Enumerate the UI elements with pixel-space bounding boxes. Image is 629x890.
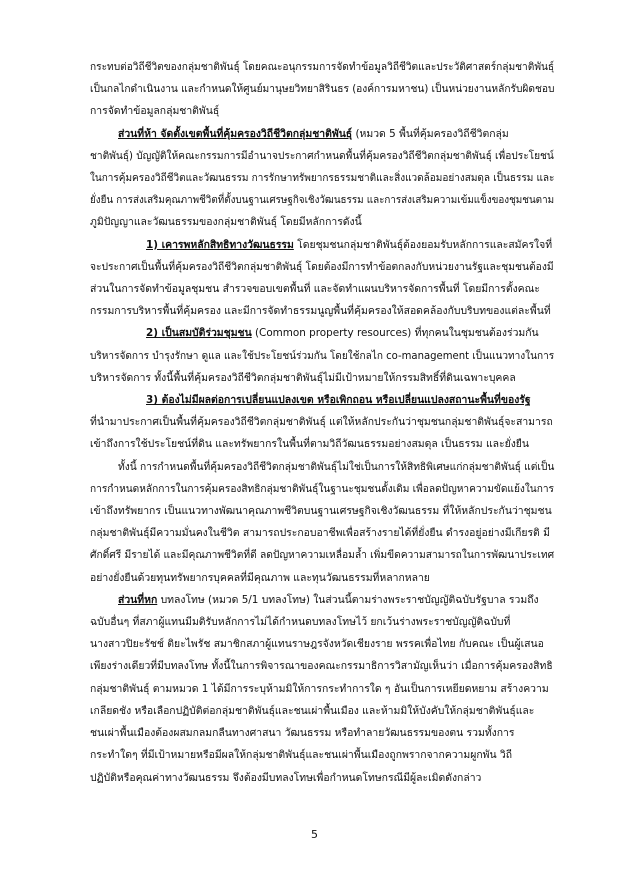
body-text <box>90 56 554 789</box>
paragraph-p5 <box>90 389 554 456</box>
text-line <box>90 655 554 677</box>
line-text: ในการคุ้มครองวิถีชีวิตและวัฒนธรรม การรักษาทรัพยากรธรรมชาติและสิ่งแวดล้อมอย่างสมดุล เป็นธรรม และ <box>90 172 555 185</box>
paragraph-p6 <box>90 456 554 589</box>
text-line <box>90 522 554 544</box>
text-line <box>90 145 554 167</box>
text-line <box>90 589 554 611</box>
line-text: กระทบต่อวิถีชีวิตของกลุ่มชาติพันธุ์ โดยคณะอนุกรรมการจัดทำข้อมูลวิถีชีวิตและประวัติศาสตร์กลุ่มชาติพันธุ์ <box>90 61 555 73</box>
line-text: ชนเผ่าพื้นเมืองต้องผสมกลมกลืนทางศาสนา วัฒนธรรม หรือทำลายวัฒนธรรมของตน รวมทั้งการ <box>90 727 515 740</box>
text-line <box>90 433 554 455</box>
text-line <box>90 189 554 211</box>
line-text: เข้าถึงการใช้ประโยชน์ที่ดิน และทรัพยากรในพื้นที่ตามวิถีวัฒนธรรมอย่างสมดุล เป็นธรรม และยั่งยืน <box>90 438 529 451</box>
text-line <box>90 456 554 478</box>
line-text: เป็นกลไกดำเนินงาน และกำหนดให้ศูนย์มานุษยวิทยาสิรินธร (องค์การมหาชน) เป็นหน่วยงานหลักรับผิดชอบ <box>90 83 555 96</box>
text-line <box>90 345 554 367</box>
line-text: กลุ่มชาติพันธุ์ ตามหมวด 1 ได้มีการระบุห้ามมิให้การกระทำการใด ๆ อันเป็นการเหยียดหยาม สร้างความ <box>90 682 549 695</box>
text-line <box>90 722 554 744</box>
paragraph-p2 <box>90 123 554 234</box>
line-text: ปฏิบัติหรือคุณค่าทางวัฒนธรรม จึงต้องมีบทลงโทษเพื่อกำหนดโทษกรณีมีผู้ละเมิดดังกล่าว <box>90 771 482 784</box>
paragraph-p4 <box>90 322 554 389</box>
line-text: จะประกาศเป็นพื้นที่คุ้มครองวิถีชีวิตกลุ่มชาติพันธุ์ โดยต้องมีการทำข้อตกลงกับหน่วยงานรัฐและชุมชนต้องมี <box>90 260 554 273</box>
text-line <box>90 322 554 344</box>
text-line <box>90 744 554 766</box>
text-line <box>90 478 554 500</box>
text-line <box>90 544 554 566</box>
paragraph-p1 <box>90 56 554 123</box>
line-text: (หมวด 5 พื้นที่คุ้มครองวิถีชีวิตกลุ่ม <box>352 127 509 140</box>
text-line <box>90 300 554 322</box>
text-line <box>90 567 554 589</box>
line-text: ทั้งนี้ การกำหนดพื้นที่คุ้มครองวิถีชีวิตกลุ่มชาติพันธุ์ไม่ใช่เป็นการให้สิทธิพิเศษแก่กลุ่มชาติพันธุ์ แต่เป็น <box>118 460 555 473</box>
text-line <box>90 367 554 389</box>
text-line <box>90 234 554 256</box>
line-text: ที่นำมาประกาศเป็นพื้นที่คุ้มครองวิถีชีวิตกลุ่มชาติพันธุ์ แต่ให้หลักประกันว่าชุมชนกลุ่มชาติพันธุ์จะสามารถ <box>90 416 553 429</box>
line-text: ชาติพันธุ์) บัญญัติให้คณะกรรมการมีอำนาจประกาศกำหนดพื้นที่คุ้มครองวิถีชีวิตกลุ่มชาติพันธุ์ เพื่อประโยชน์ <box>90 149 554 162</box>
paragraph-heading: ส่วนที่หก <box>118 593 158 606</box>
text-line <box>90 411 554 433</box>
line-text: กลุ่มชาติพันธุ์มีความมั่นคงในชีวิต สามารถประกอบอาชีพเพื่อสร้างรายได้ที่ยั่งยืน ดำรงอยู่อย่างมีเกียรติ มี <box>90 527 550 540</box>
line-text: ศักดิ์ศรี มีรายได้ และมีคุณภาพชีวิตที่ดี ลดปัญหาความเหลื่อมล้ำ เพิ่มขีดความสามารถในการพัฒนาประเทศ <box>90 549 555 562</box>
line-text: ยั่งยืน การส่งเสริมคุณภาพชีวิตที่ตั้งบนฐานเศรษฐกิจเชิงวัฒนธรรม และการส่งเสริมความเข้มแข็งของชุมชนตาม <box>90 194 555 207</box>
line-text: บริหารจัดการ บำรุงรักษา ดูแล และใช้ประโยชน์ร่วมกัน โดยใช้กลไก co-management เป็นแนวทางในการ <box>90 349 555 362</box>
line-text: โดยชุมชนกลุ่มชาติพันธุ์ต้องยอมรับหลักการและสมัครใจที่ <box>293 238 553 251</box>
line-text: (Common property resources) ที่ทุกคนในชุมชนต้องร่วมกัน <box>251 327 539 340</box>
paragraph-p3 <box>90 234 554 323</box>
text-line <box>90 767 554 789</box>
text-line <box>90 278 554 300</box>
paragraph-p7 <box>90 589 554 789</box>
text-line <box>90 56 554 78</box>
text-line <box>90 389 554 411</box>
text-line <box>90 500 554 522</box>
text-line <box>90 167 554 189</box>
text-line <box>90 123 554 145</box>
line-text: การกำหนดหลักการในการคุ้มครองสิทธิกลุ่มชาติพันธุ์ในฐานะชุมชนดั้งเดิม เพื่อลดปัญหาความขัดแย้งในการ <box>90 482 554 495</box>
line-text: อย่างยั่งยืนด้วยทุนทรัพยากรบุคคลที่มีคุณภาพ และทุนวัฒนธรรมที่หลากหลาย <box>90 571 430 584</box>
line-text: เกลียดชัง หรือเลือกปฏิบัติต่อกลุ่มชาติพันธุ์และชนเผ่าพื้นเมือง และห้ามมิให้บังคับให้กลุ่มชาติพันธุ์และ <box>90 704 535 717</box>
paragraph-heading: 3) ต้องไม่มีผลต่อการเปลี่ยนแปลงเขต หรือเพิกถอน หรือเปลี่ยนแปลงสถานะพื้นที่ของรัฐ <box>146 394 531 407</box>
text-line <box>90 611 554 633</box>
text-line <box>90 211 554 233</box>
text-line <box>90 100 554 122</box>
line-text: ฉบับอื่นๆ ที่สภาผู้แทนมีมติรับหลักการไม่ได้กำหนดบทลงโทษไว้ ยกเว้นร่างพระราชบัญญัติฉบับที่ <box>90 616 511 629</box>
text-line <box>90 700 554 722</box>
text-line <box>90 678 554 700</box>
line-text: ภูมิปัญญาและวัฒนธรรมของกลุ่มชาติพันธุ์ โดยมีหลักการดังนี้ <box>90 216 362 229</box>
line-text: กระทำใดๆ ที่มีเป้าหมายหรือมีผลให้กลุ่มชาติพันธุ์และชนเผ่าพื้นเมืองถูกพรากจากความผูกพัน วิถี <box>90 749 513 762</box>
paragraph-heading: 1) เคารพหลักสิทธิทางวัฒนธรรม <box>146 238 294 251</box>
line-text: กรรมการบริหารพื้นที่คุ้มครอง และมีการจัดทำธรรมนูญพื้นที่คุ้มครองให้สอดคล้องกับบริบทของแต่ละพื้นที่ <box>90 305 551 318</box>
paragraph-heading: ส่วนที่ห้า จัดตั้งเขตพื้นที่คุ้มครองวิถีชีวิตกลุ่มชาติพันธุ์ <box>118 127 353 140</box>
line-text: เข้าถึงทรัพยากร เป็นแนวทางพัฒนาคุณภาพชีวิตบนฐานเศรษฐกิจเชิงวัฒนธรรม ที่ให้หลักประกันว่าชุมชน <box>90 505 552 518</box>
line-text: บริหารจัดการ ทั้งนี้พื้นที่คุ้มครองวิถีชีวิตกลุ่มชาติพันธุ์ไม่มีเป้าหมายให้กรรมสิทธิ์ที่ดินเฉพาะบุคคล <box>90 371 516 384</box>
line-text: ส่วนในการจัดทำข้อมูลชุมชน สำรวจขอบเขตพื้นที่ และจัดทำแผนบริหารจัดการพื้นที่ โดยมีการตั้งคณะ <box>90 283 540 296</box>
text-line <box>90 256 554 278</box>
line-text: นางสาวปิยะรัชช์ ติยะไพรัช สมาชิกสภาผู้แทนราษฎรจังหวัดเชียงราย พรรคเพื่อไทย กับคณะ เป็นผู้เสนอ <box>90 638 544 651</box>
page-number: 5 <box>311 828 318 841</box>
text-line <box>90 633 554 655</box>
paragraph-heading: 2) เป็นสมบัติร่วมชุมชน <box>146 327 252 340</box>
line-text: บทลงโทษ (หมวด 5/1 บทลงโทษ) ในส่วนนี้ตามร่างพระราชบัญญัติฉบับรัฐบาล รวมถึง <box>157 593 539 606</box>
line-text: การจัดทำข้อมูลกลุ่มชาติพันธุ์ <box>90 105 220 118</box>
line-text: เพียงร่างเดียวที่มีบทลงโทษ ทั้งนี้ในการพิจารณาของคณะกรรมาธิการวิสามัญเห็นว่า เมื่อการคุ้มครองสิทธิ <box>90 660 553 673</box>
text-line <box>90 78 554 100</box>
